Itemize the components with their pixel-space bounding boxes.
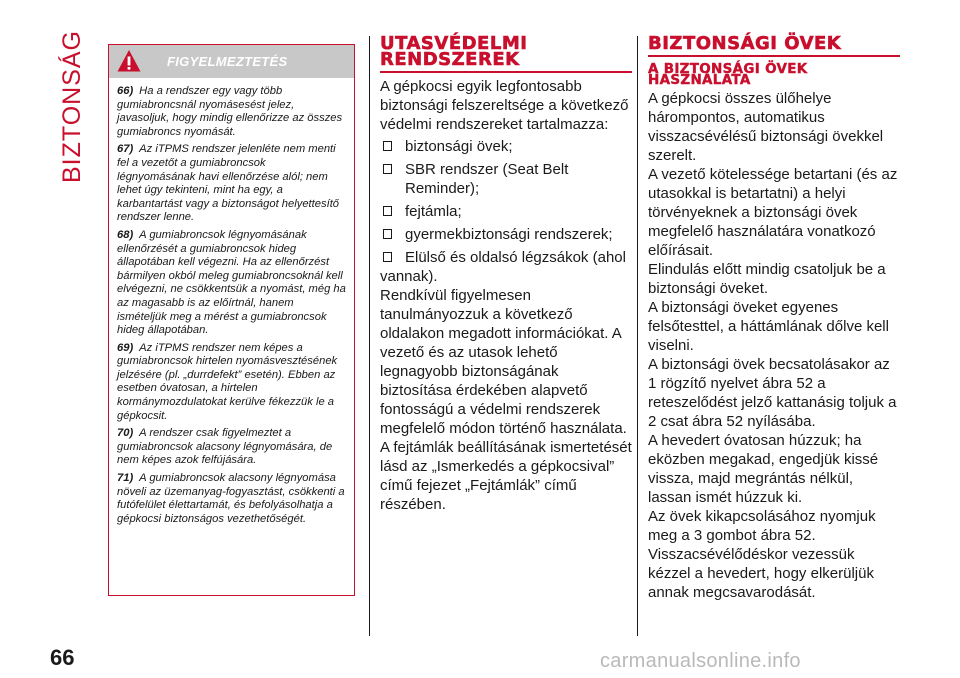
checkbox-bullet-icon	[383, 164, 392, 174]
intro-paragraph: A gépkocsi egyik legfontosabb biztonsági felszereltsége a következő védelmi rendszereket tartalmazza:	[380, 77, 629, 133]
warning-item: 71) A gumiabroncsok alacsony légnyomása növeli az üzemanyag-fogyasztást, csökkenti a futófelület élettartamát, és befolyásolhatja a gépkocsi biztonságos vezethetőségét.	[117, 472, 345, 525]
checkbox-bullet-icon	[383, 141, 392, 151]
right-column	[648, 33, 900, 602]
body-paragraph: A hevedert óvatosan húzzuk; ha eközben megakad, engedjük kissé vissza, majd megrántás nélkül, lassan ismét húzzuk ki.	[648, 431, 879, 506]
list-item: SBR rendszer (Seat Belt Reminder);	[380, 160, 632, 198]
body-paragraph: Visszacsévélődéskor vezessük kézzel a hevedert, hogy elkerüljük annak megcsavarodását.	[648, 545, 874, 601]
list-item: biztonsági övek;	[380, 137, 632, 156]
warning-item: 69) Az iTPMS rendszer nem képes a gumiabroncsok hirtelen nyomásvesztésének jelzésére (pl. „durrdefekt” esetén). Ebben az esetben óvatosan, a hirtelen kormánymozdulatokat kerülve fékezzük le a gépkocsit.	[117, 341, 338, 422]
column-divider	[637, 36, 638, 636]
warning-item: 70) A rendszer csak figyelmeztet a gumiabroncsok alacsony légnyomására, de nem képes azok felfújására.	[117, 427, 333, 467]
page-number: 66	[50, 645, 75, 670]
warning-box	[108, 44, 355, 596]
warning-triangle-icon	[117, 49, 141, 73]
body-paragraph: Az övek kikapcsolásához nyomjuk meg a 3 gombot ábra 52.	[648, 507, 876, 544]
warning-item: 68) A gumiabroncsok légnyomásának ellenőrzését a gumiabroncsok hideg állapotában kell végezni. Ha az ellenőrzést bármilyen okból meleg gumiabroncsoknál kell elvégezni, ne csökkentsük a nyomást, még ha az magasabb is az előírtnál, hanem ismételjük meg a mérést a gumiabroncsok hideg állapotában.	[117, 228, 346, 337]
checkbox-bullet-icon	[383, 252, 392, 262]
middle-column	[380, 33, 632, 514]
list-item: gyermekbiztonsági rendszerek;	[380, 225, 632, 244]
subheading-seat-belt-use: A BIZTONSÁGI ÖVEK HASZNÁLATA	[648, 60, 808, 88]
list-item: fejtámla;	[380, 202, 632, 221]
protection-systems-list	[380, 137, 632, 286]
body-paragraph: A vezető kötelessége betartani (és az utasokkal is betartatni) a helyi törvényeknek a biztonsági övek megfelelő használatára vonatkozó előírásait.	[648, 165, 898, 259]
body-paragraph: A biztonsági övek becsatolásakor az 1 rögzítő nyelvet ábra 52 a reteszelődést jelző kattanásig toljuk a 2 csat ábra 52 nyílásába.	[648, 355, 897, 430]
checkbox-bullet-icon	[383, 229, 392, 239]
body-paragraph: Elindulás előtt mindig csatoljuk be a biztonsági öveket.	[648, 260, 886, 297]
warning-item: 67) Az iTPMS rendszer jelenléte nem menti fel a vezetőt a gumiabroncsok légnyomásának havi ellenőrzése alól; nem lehet úgy tekinteni, mint ha egy, a karbantartást vagy a biztonságot helyettesítő rendszer lenne.	[117, 143, 340, 224]
heading-rule	[648, 55, 900, 57]
heading-rule	[380, 71, 632, 73]
warning-body	[109, 78, 354, 526]
heading-seat-belts: BIZTONSÁGI ÖVEK	[648, 33, 842, 54]
body-paragraph: A biztonsági öveket egyenes felsőtesttel, a háttámlának dőlve kell viselni.	[648, 298, 889, 354]
section-title: BIZTONSÁG	[58, 30, 86, 184]
warning-item: 66) Ha a rendszer egy vagy több gumiabroncsnál nyomásesést jelez, javasoljuk, hogy mindig ellenőrizze az összes gumiabroncs nyomását.	[117, 85, 343, 138]
body-paragraph: Rendkívül figyelmesen tanulmányozzuk a következő oldalakon megadott információkat. A vezető és az utasok lehető legnagyobb biztonságának biztosítása érdekében alapvető fontosságú a védelmi rendszerek megfelelő módon történő használata.	[380, 286, 627, 437]
body-paragraph: A fejtámlák beállításának ismertetését lásd az „Ismerkedés a gépkocsival” című fejezet „Fejtámlák” című részében.	[380, 438, 632, 513]
heading-occupant-protection: UTASVÉDELMI RENDSZEREK	[380, 33, 528, 70]
list-item: Elülső és oldalsó légzsákok (ahol vannak).	[380, 248, 626, 285]
warning-title: FIGYELMEZTETÉS	[167, 54, 288, 69]
watermark: carmanualsonline.info	[600, 650, 801, 672]
checkbox-bullet-icon	[383, 206, 392, 216]
column-divider	[369, 36, 370, 636]
body-paragraph: A gépkocsi összes ülőhelye hárompontos, automatikus visszacsévélésű biztonsági övekkel szerelt.	[648, 89, 884, 164]
warning-header	[109, 45, 354, 78]
